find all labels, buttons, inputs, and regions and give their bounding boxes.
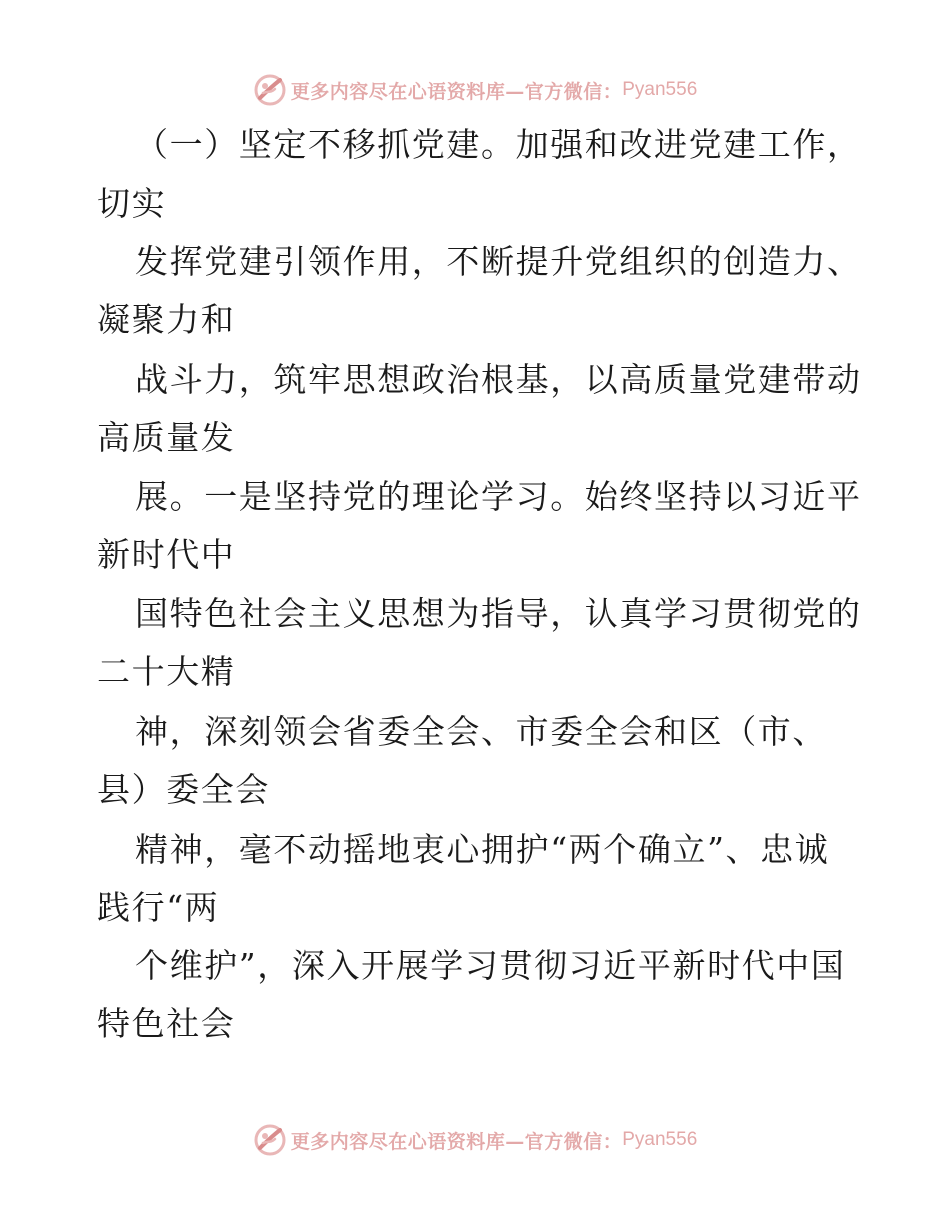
body-line: 县）委全会 xyxy=(97,770,270,809)
footer-banner xyxy=(0,1120,950,1160)
red-brush-logo-icon xyxy=(253,1123,287,1157)
body-line: 发挥党建引领作用，不断提升党组织的创造力、 xyxy=(135,242,862,281)
header-wechat-id: Pyan556 xyxy=(622,79,698,100)
body-line: 特色社会 xyxy=(97,1004,236,1043)
body-line: 个维护”，深入开展学习贯彻习近平新时代中国 xyxy=(135,946,846,985)
body-line: 凝聚力和 xyxy=(97,300,236,339)
body-line: 展。一是坚持党的理论学习。始终坚持以习近平 xyxy=(135,477,862,516)
body-line: 新时代中 xyxy=(97,535,236,574)
header-banner-text: 更多内容尽在心语资料库—官方微信： xyxy=(290,80,623,103)
body-line: 二十大精 xyxy=(97,652,236,691)
body-line: 战斗力，筑牢思想政治根基，以高质量党建带动 xyxy=(135,360,862,399)
body-line: 践行“两 xyxy=(97,888,220,927)
footer-banner-text: 更多内容尽在心语资料库—官方微信： xyxy=(290,1130,623,1153)
body-line: 切实 xyxy=(97,184,167,223)
body-line: 国特色社会主义思想为指导，认真学习贯彻党的 xyxy=(135,594,862,633)
footer-wechat-id: Pyan556 xyxy=(622,1129,698,1150)
body-line: （一）坚定不移抓党建。加强和改进党建工作， xyxy=(135,125,862,164)
body-line: 精神，毫不动摇地衷心拥护“两个确立”、忠诚 xyxy=(135,830,830,869)
body-line: 高质量发 xyxy=(97,418,236,457)
body-line: 神，深刻领会省委全会、市委全会和区（市、 xyxy=(135,712,827,751)
